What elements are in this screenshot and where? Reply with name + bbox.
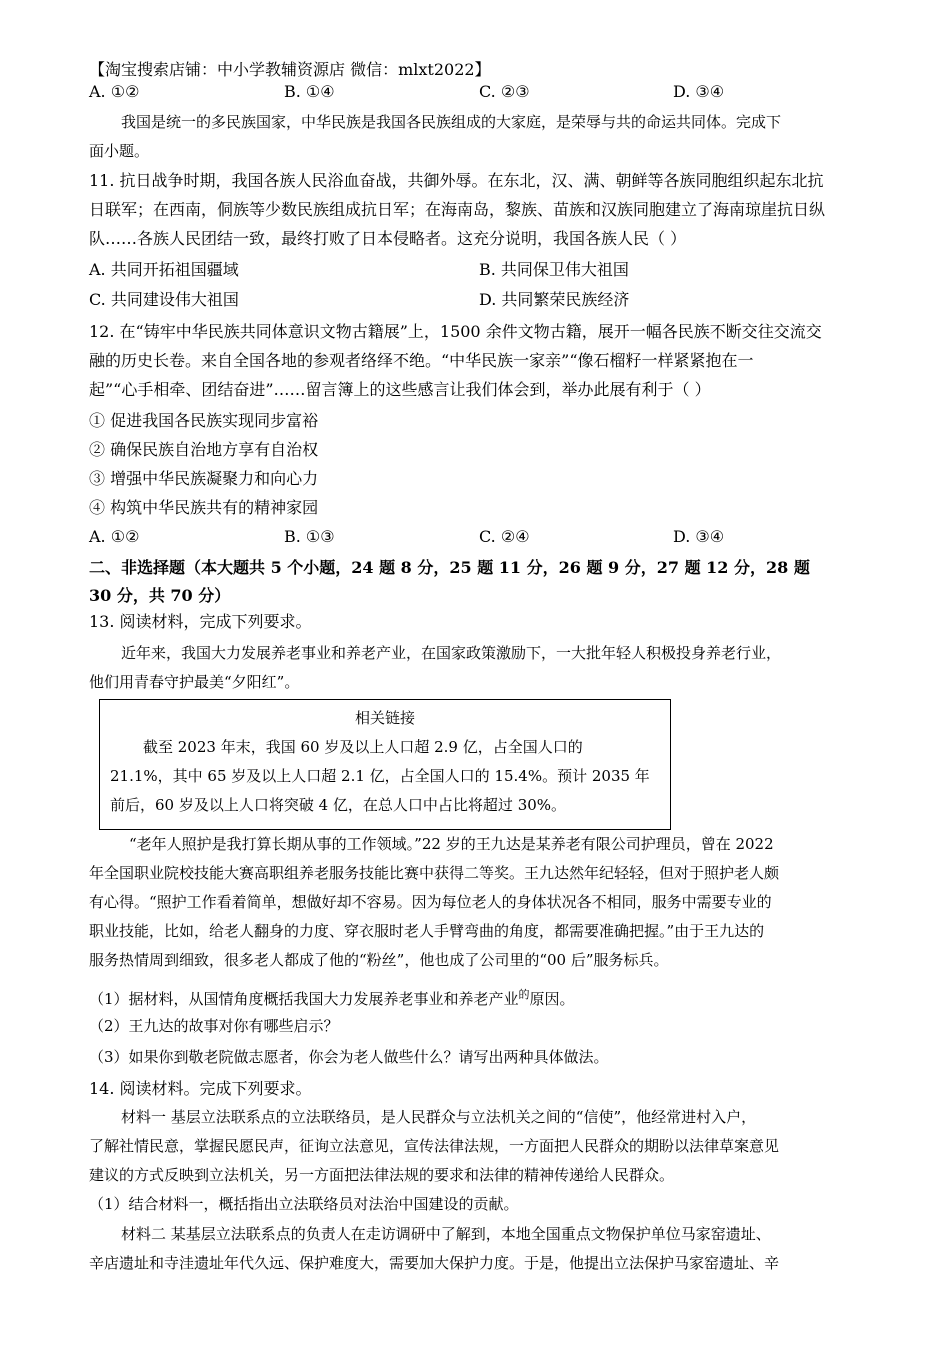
q13-para2-line-2: 年全国职业院校技能大赛高职组养老服务技能比赛中获得二等奖。王九达然年纪轻轻，但对于照护老人颇	[89, 864, 780, 882]
q12-option-a: A. ①②	[89, 527, 140, 546]
q13-question-2: （2）王九达的故事对你有哪些启示？	[89, 1017, 339, 1035]
q14-m1-line-2: 了解社情民意，掌握民愿民声，征询立法意见，宣传法律法规，一方面把人民群众的期盼以法律草案意见	[89, 1137, 780, 1155]
q10-option-c: C. ②③	[479, 82, 530, 101]
q14-title: 14. 阅读材料。完成下列要求。	[89, 1079, 312, 1098]
q11-stem-line-2: 日联军；在西南，侗族等少数民族组成抗日军；在海南岛，黎族、苗族和汉族同胞建立了海南琼崖抗日纵	[89, 200, 826, 219]
q14-m2-line-1: 材料二 某基层立法联系点的负责人在走访调研中了解到，本地全国重点文物保护单位马家窑遗址、	[121, 1225, 771, 1243]
q13-para2-line-3: 有心得。“照护工作看着简单，想做好却不容易。因为每位老人的身体状况各不相同，服务中需要专业的	[89, 893, 772, 911]
q13-question-1-text: （1）据材料，从国情角度概括我国大力发展养老事业和养老产业	[89, 990, 519, 1008]
related-link-title: 相关链接	[355, 709, 416, 727]
related-link-line-3: 前后，60 岁及以上人口将突破 4 亿，在总人口中占比将超过 30%。	[110, 796, 567, 814]
q12-option-b: B. ①③	[284, 527, 335, 546]
q13-title: 13. 阅读材料，完成下列要求。	[89, 612, 312, 631]
q12-stem-line-2: 融的历史长卷。来自全国各地的参观者络绎不绝。“中华民族一家亲”“像石榴籽一样紧紧抱在一	[89, 351, 754, 370]
q11-option-c: C. 共同建设伟大祖国	[89, 290, 239, 309]
q13-para1-line-2: 他们用青春守护最美“夕阳红”。	[89, 673, 300, 691]
q14-m1-line-3: 建议的方式反映到立法机关，另一方面把法律法规的要求和法律的精神传递给人民群众。	[89, 1166, 675, 1184]
q13-para1-line-1: 近年来，我国大力发展养老事业和养老产业，在国家政策激励下，一大批年轻人积极投身养老行业，	[121, 644, 782, 662]
q13-question-1-end: 原因。	[529, 990, 575, 1008]
section2-heading-line-1: 二、非选择题（本大题共 5 个小题，24 题 8 分，25 题 11 分，26 题 9 分，27 题 12 分，28 题	[89, 558, 810, 577]
q13-question-1	[89, 988, 575, 1008]
header-watermark: 【淘宝搜索店铺：中小学教辅资源店 微信：mlxt2022】	[89, 60, 491, 79]
intro-line-2: 面小题。	[89, 142, 150, 160]
section2-heading-line-2: 30 分，共 70 分）	[89, 586, 231, 605]
q12-stem-line-3: 起”“心手相牵、团结奋进”……留言簿上的这些感言让我们体会到，举办此展有利于（ ）	[89, 380, 711, 399]
q12-option-d: D. ③④	[673, 527, 725, 546]
q11-option-b: B. 共同保卫伟大祖国	[479, 260, 629, 279]
q10-option-b: B. ①④	[284, 82, 335, 101]
q12-stem-line-1: 12. 在“铸牢中华民族共同体意识文物古籍展”上，1500 余件文物古籍，展开一幅各民族不断交往交流交	[89, 322, 822, 341]
q10-option-d: D. ③④	[673, 82, 725, 101]
q13-question-1-sup: 的	[518, 988, 530, 1001]
related-link-line-1: 截至 2023 年末，我国 60 岁及以上人口超 2.9 亿，占全国人口的	[143, 738, 583, 756]
q13-para2-line-4: 职业技能，比如，给老人翻身的力度、穿衣服时老人手臂弯曲的角度，都需要准确把握。”由于王九达的	[89, 922, 765, 940]
q11-stem-line-3: 队……各族人民团结一致，最终打败了日本侵略者。这充分说明，我国各族人民（ ）	[89, 229, 687, 248]
related-link-line-2: 21.1%，其中 65 岁及以上人口超 2.1 亿，占全国人口的 15.4%。预计 2035 年	[110, 767, 650, 785]
q14-question-1: （1）结合材料一，概括指出立法联络员对法治中国建设的贡献。	[89, 1195, 519, 1213]
intro-line-1: 我国是统一的多民族国家，中华民族是我国各民族组成的大家庭，是荣辱与共的命运共同体。完成下	[121, 113, 782, 131]
q12-item-1: ① 促进我国各民族实现同步富裕	[89, 411, 319, 430]
q10-option-a: A. ①②	[89, 82, 140, 101]
q12-item-3: ③ 增强中华民族凝聚力和向心力	[89, 469, 319, 488]
q14-m2-line-2: 辛店遗址和寺洼遗址年代久远、保护难度大，需要加大保护力度。于是，他提出立法保护马家窑遗址、辛	[89, 1254, 780, 1272]
q12-item-4: ④ 构筑中华民族共有的精神家园	[89, 498, 319, 517]
q13-para2-line-1: “老年人照护是我打算长期从事的工作领域。”22 岁的王九达是某养老有限公司护理员，曾在 2022	[129, 835, 774, 853]
q13-para2-line-5: 服务热情周到细致，很多老人都成了他的“粉丝”，他也成了公司里的“00 后”服务标兵。	[89, 951, 669, 969]
q12-option-c: C. ②④	[479, 527, 530, 546]
q11-option-d: D. 共同繁荣民族经济	[479, 290, 630, 309]
q11-option-a: A. 共同开拓祖国疆域	[89, 260, 239, 279]
q14-m1-line-1: 材料一 基层立法联系点的立法联络员，是人民群众与立法机关之间的“信使”，他经常进村入户，	[121, 1108, 757, 1126]
q13-question-3: （3）如果你到敬老院做志愿者，你会为老人做些什么？请写出两种具体做法。	[89, 1048, 609, 1066]
q11-stem-line-1: 11. 抗日战争时期，我国各族人民浴血奋战，共御外辱。在东北，汉、满、朝鲜等各族同胞组织起东北抗	[89, 171, 824, 190]
q12-item-2: ② 确保民族自治地方享有自治权	[89, 440, 319, 459]
